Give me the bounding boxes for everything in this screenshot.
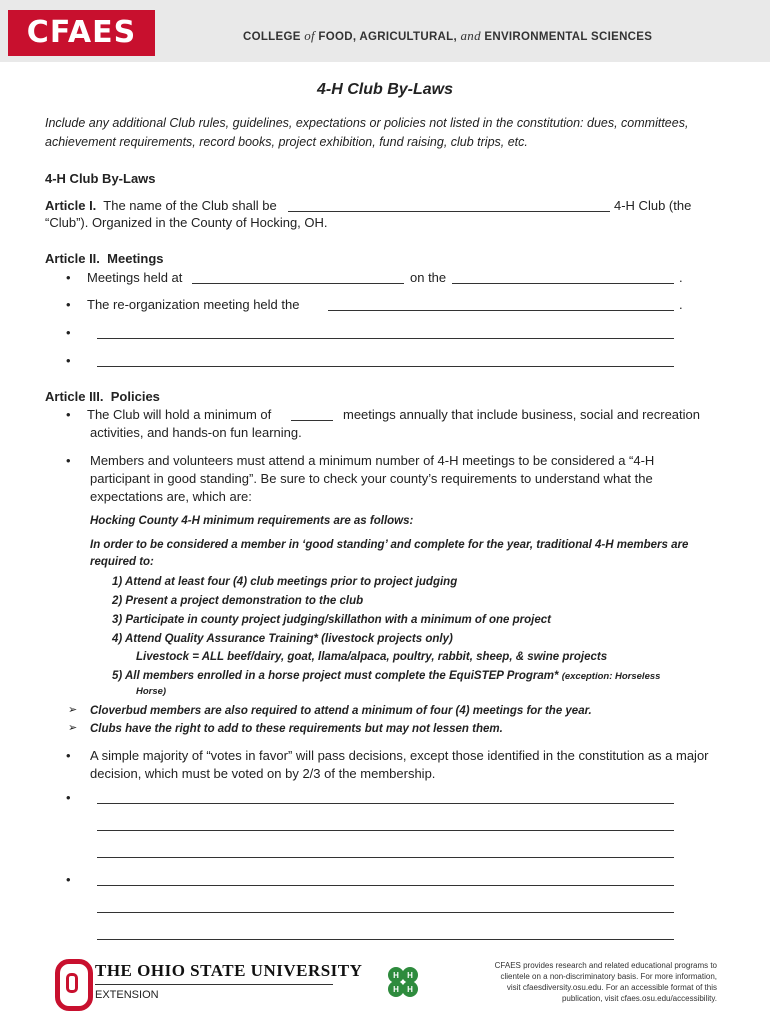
article-1-line2: “Club”). Organized in the County of Hocking, OH. (45, 215, 328, 230)
bullet: • (66, 325, 71, 340)
section-heading: 4-H Club By-Laws (45, 171, 156, 186)
policy-blank-line[interactable] (97, 912, 674, 913)
bullet: • (66, 297, 71, 312)
arrow-bullet-icon: ➢ (68, 722, 78, 734)
svg-text:H: H (407, 971, 413, 980)
bullet: • (66, 748, 71, 763)
policy-blank-line[interactable] (97, 885, 674, 886)
page-title: 4-H Club By-Laws (316, 81, 453, 98)
policy-blank-line[interactable] (97, 857, 674, 858)
requirement-item: 3) Participate in county project judging/skillathon with a minimum of one project (112, 614, 551, 626)
club-name-field[interactable] (288, 211, 610, 212)
article-1: Article I. The name of the Club shall be (45, 198, 277, 213)
requirement-item: 4) Attend Quality Assurance Training* (livestock projects only) (112, 633, 453, 645)
requirement-sub: Livestock = ALL beef/dairy, goat, llama/alpaca, poultry, rabbit, sheep, & swine projects (136, 651, 608, 663)
reorg-meeting-label: The re-organization meeting held the (87, 297, 300, 312)
meeting-day-field[interactable] (452, 283, 674, 284)
min-meetings-field[interactable] (291, 420, 333, 421)
arrow-bullet-icon: ➢ (68, 704, 78, 716)
good-standing-requirements: In order to be considered a member in ‘good standing’ and complete for the year, traditional 4-H members are required to: (90, 539, 689, 568)
svg-text:H: H (393, 971, 399, 980)
min-meetings-label: The Club will hold a minimum of (87, 407, 272, 422)
meeting-location-field[interactable] (192, 283, 404, 284)
bullet: • (66, 407, 71, 422)
meetings-blank-line[interactable] (97, 366, 674, 367)
majority-vote-paragraph: A simple majority of “votes in favor” will pass decisions, except those identified in the constitution as a major decision, which must be voted on by 2/3 of the membership. (90, 748, 709, 781)
block-o-icon (55, 959, 93, 1011)
cfaes-logo: CFAES (8, 10, 155, 56)
policy-blank-line[interactable] (97, 830, 674, 831)
4h-clover-icon (383, 962, 423, 1002)
svg-text:H: H (407, 985, 413, 994)
bullet: • (66, 453, 71, 468)
article-2-heading: Article II. Meetings (45, 251, 164, 266)
county-requirements-heading: Hocking County 4-H minimum requirements are as follows: (90, 515, 414, 527)
bullet: • (66, 872, 71, 887)
requirement-note: Horse) (136, 686, 167, 697)
min-meetings-text: meetings annually that include business, social and recreation (343, 407, 700, 422)
good-standing-paragraph: Members and volunteers must attend a minimum number of 4-H meetings to be considered a “4-H participant in good standing”. Be sure to check your county’s requirements to understand what the expectations are, which are: (90, 453, 655, 504)
meetings-held-at-label: Meetings held at (87, 270, 183, 285)
footer-note: CFAES provides research and related educational programs to clientele on a non-discriminatory basis. For more information, visit cfaesdiversity.osu.edu. For an accessible format of this publication, visit cfaes.osu.edu/accessibility. (494, 961, 717, 1003)
bullet: • (66, 270, 71, 285)
intro-text: Include any additional Club rules, guidelines, expectations or policies not listed in the constitution: dues, committees, achievement requirements, record books, project exhibition, fund raising, club trips, etc. (45, 116, 689, 149)
reorg-meeting-field[interactable] (328, 310, 674, 311)
college-name: COLLEGE of FOOD, AGRICULTURAL, and ENVIRONMENTAL SCIENCES (243, 28, 653, 43)
period: . (679, 297, 683, 312)
article-3-heading: Article III. Policies (45, 389, 160, 404)
period: . (679, 270, 683, 285)
bullet: • (66, 790, 71, 805)
cloverbud-note: Cloverbud members are also required to attend a minimum of four (4) meetings for the year. (90, 705, 592, 717)
policy-blank-line[interactable] (97, 803, 674, 804)
bullet: • (66, 353, 71, 368)
meetings-blank-line[interactable] (97, 338, 674, 339)
clubs-right-note: Clubs have the right to add to these requirements but may not lessen them. (90, 723, 503, 735)
svg-text:H: H (393, 985, 399, 994)
requirement-item: 5) All members enrolled in a horse project must complete the EquiSTEP Program* (exception: Horseless (112, 670, 661, 682)
requirement-item: 1) Attend at least four (4) club meetings prior to project judging (112, 576, 458, 588)
requirement-item: 2) Present a project demonstration to the club (112, 595, 364, 607)
divider (95, 984, 333, 985)
policy-blank-line[interactable] (97, 939, 674, 940)
min-meetings-text-2: activities, and hands-on fun learning. (90, 425, 302, 440)
on-the-label: on the (410, 270, 447, 285)
article-1-suffix: 4-H Club (the (614, 198, 692, 213)
